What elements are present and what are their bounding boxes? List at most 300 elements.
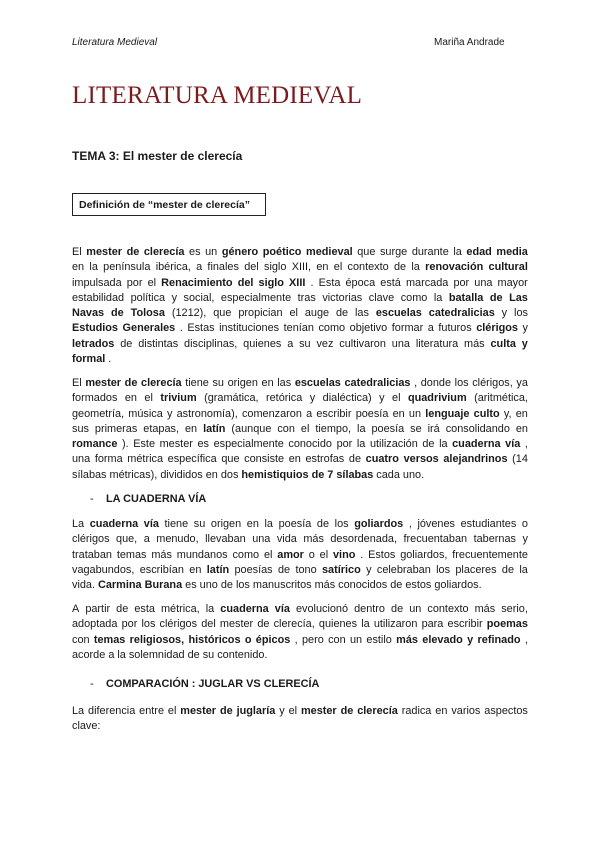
word: de	[257, 618, 270, 631]
word: cuaderna	[89, 518, 139, 530]
word: origen	[210, 518, 242, 530]
word: la	[433, 291, 443, 304]
word: tabernas	[473, 533, 516, 546]
word: estabilidad	[72, 291, 125, 304]
word: radica	[401, 705, 432, 717]
word: placeres	[455, 563, 497, 576]
word: contenido.	[217, 648, 268, 661]
word: un	[408, 407, 422, 420]
word: poesía	[355, 407, 389, 420]
word: de	[277, 563, 291, 576]
word: ,	[414, 377, 418, 389]
word: política	[130, 291, 166, 304]
word: clave	[368, 291, 395, 304]
word: a	[143, 533, 150, 546]
word: y	[309, 392, 316, 405]
word: que,	[116, 533, 138, 546]
word: siglo	[264, 261, 287, 274]
word: en	[435, 705, 448, 717]
word: más	[396, 633, 418, 646]
word: por	[126, 276, 143, 289]
paragraph-difference	[72, 704, 528, 735]
word: mester	[159, 438, 193, 451]
word: y	[522, 533, 528, 546]
text-line	[72, 452, 528, 467]
word: poesías	[234, 563, 273, 576]
word: disciplinas,	[184, 337, 238, 350]
word: Renacimiento	[161, 276, 233, 289]
word: A	[72, 603, 80, 615]
word: media	[496, 246, 528, 258]
page-title: LITERATURA MEDIEVAL	[72, 82, 363, 109]
word: origen	[227, 377, 258, 389]
word: está	[380, 276, 401, 289]
header-left: Literatura Medieval	[72, 37, 158, 48]
word: renovación	[425, 261, 484, 274]
definition-box: Definición de “mester de clerecía”	[72, 193, 266, 216]
word: y	[171, 291, 178, 304]
word: clave:	[72, 720, 101, 733]
word: un	[349, 633, 363, 646]
word: Las	[509, 291, 528, 304]
word: desordenada,	[330, 533, 397, 546]
text-line	[72, 633, 528, 648]
word: contexto	[427, 603, 469, 615]
word: (aunque	[231, 422, 272, 435]
text-line	[72, 337, 528, 352]
word: estrofas	[305, 453, 345, 466]
word: tenían	[283, 322, 314, 335]
word: Tolosa	[130, 307, 165, 320]
word: el	[288, 705, 298, 717]
word: trataban	[72, 548, 112, 561]
word: religiosos,	[129, 633, 185, 646]
word: finales	[207, 261, 239, 274]
word: es	[185, 579, 197, 592]
word: escuelas	[294, 377, 341, 389]
word: forma	[94, 453, 123, 466]
text-line	[72, 437, 528, 452]
text-line	[72, 517, 528, 532]
word: de	[489, 291, 503, 304]
section-heading-comparacion	[90, 678, 319, 690]
word: tras	[297, 291, 316, 304]
word: vida	[276, 533, 297, 546]
word: temas	[93, 633, 126, 646]
word: la	[264, 518, 273, 530]
word: goliardos.	[434, 579, 482, 592]
word: ).	[121, 438, 129, 451]
text-line	[72, 245, 528, 260]
word: tiene	[185, 377, 209, 389]
word: manuscritos	[252, 579, 312, 592]
word: durante	[411, 246, 449, 258]
word: alejandrinos	[443, 453, 508, 466]
word: género	[221, 246, 259, 258]
word: romance	[72, 438, 118, 451]
text-line	[72, 306, 528, 321]
word: que	[357, 246, 376, 258]
text-line	[72, 602, 528, 617]
word: de	[187, 648, 200, 661]
word: del	[237, 276, 254, 289]
word: batalla	[448, 291, 484, 304]
word: irá	[427, 422, 440, 435]
word: adoptada	[72, 618, 118, 631]
word: y	[166, 407, 173, 420]
word: Generales	[122, 322, 176, 335]
word: culta	[490, 337, 516, 350]
word: en	[392, 407, 405, 420]
word: victorias	[322, 291, 363, 304]
word: goliardos,	[400, 548, 448, 561]
word: en	[261, 377, 274, 389]
word: Estos	[368, 548, 396, 561]
word: comenzaron	[241, 407, 302, 420]
text-line	[72, 391, 528, 406]
word: formar	[391, 322, 424, 335]
word: la	[357, 422, 366, 435]
word: los	[436, 563, 451, 576]
word: del	[244, 261, 259, 274]
word: el	[333, 261, 343, 274]
word: esta	[134, 603, 155, 615]
word: consiste	[244, 453, 285, 466]
word: Burana	[144, 579, 183, 592]
word: la	[519, 563, 528, 576]
word: el	[319, 548, 329, 561]
word: vía	[143, 518, 159, 530]
word: .	[179, 322, 183, 335]
word: XIII	[289, 276, 306, 289]
word: de	[316, 518, 330, 530]
word: (gramática,	[204, 392, 259, 405]
word: y	[366, 563, 372, 576]
word: frecuentaban	[403, 533, 468, 546]
word: la	[361, 618, 370, 631]
word: El	[72, 377, 82, 389]
word: menudo,	[156, 533, 199, 546]
word: el	[263, 548, 273, 561]
word: y	[522, 322, 528, 335]
section-title: LA CUADERNA VÍA	[106, 493, 207, 505]
word: el	[392, 392, 401, 405]
section-dash: -	[90, 678, 94, 690]
word: o	[308, 548, 315, 561]
word: la	[205, 603, 215, 615]
word: la	[453, 246, 462, 258]
word: la	[89, 261, 98, 274]
word: latín	[206, 563, 230, 576]
word: sílabas	[72, 468, 107, 481]
word: de	[111, 307, 124, 320]
word: estos	[405, 579, 432, 592]
word: a	[287, 337, 294, 350]
text-line	[72, 407, 528, 422]
word: los	[454, 377, 469, 389]
word: consolidando	[445, 422, 510, 435]
word: de	[422, 438, 435, 451]
word: divididos	[160, 468, 203, 481]
word: una	[474, 276, 493, 289]
word: y	[379, 392, 385, 405]
word: y	[467, 633, 474, 646]
word: con	[72, 633, 90, 646]
word: etapas,	[143, 422, 179, 435]
text-line	[72, 276, 528, 291]
text-line	[72, 352, 528, 367]
word: como	[400, 291, 428, 304]
word: clérigos	[159, 618, 198, 631]
word: mester	[86, 246, 122, 258]
word: distintas	[138, 337, 179, 350]
word: vino	[332, 548, 356, 561]
word: históricos	[188, 633, 241, 646]
word: su	[193, 518, 206, 530]
word: Este	[133, 438, 156, 451]
word: de	[126, 246, 140, 258]
word: mester	[180, 705, 217, 717]
word: a	[427, 322, 434, 335]
text-line	[72, 704, 528, 719]
word: retórica	[266, 392, 303, 405]
word: clerecía,	[273, 618, 315, 631]
word: donde	[420, 377, 452, 389]
word: una	[72, 453, 91, 466]
word: Navas	[72, 307, 105, 320]
word: quienes	[318, 618, 358, 631]
word: de	[220, 579, 233, 592]
word: partir	[85, 603, 111, 615]
word: dos	[220, 468, 239, 481]
word: juglaría	[236, 705, 276, 717]
word: de	[340, 705, 354, 717]
word: mundanos	[176, 548, 228, 561]
word: las	[355, 307, 369, 320]
word: instituciones	[219, 322, 280, 335]
word: los	[514, 307, 528, 320]
word: estudiantes	[460, 518, 517, 530]
word: objetivo	[349, 322, 388, 335]
word: primeras	[94, 422, 138, 435]
word: conocido	[288, 438, 332, 451]
word: vía	[274, 603, 290, 615]
word: en	[246, 518, 259, 530]
word: por	[453, 276, 470, 289]
text-line	[72, 617, 528, 632]
word: El	[72, 246, 82, 258]
word: los	[141, 618, 156, 631]
word: jóvenes	[417, 518, 455, 530]
paragraph-definition	[72, 245, 528, 367]
word: métricas),	[109, 468, 158, 481]
text-line	[72, 422, 528, 437]
word: quienes	[243, 337, 282, 350]
word: La	[72, 518, 85, 530]
word: elevado	[422, 633, 463, 646]
word: XIII,	[291, 261, 312, 274]
word: dialéctica)	[322, 392, 372, 405]
text-line	[72, 563, 528, 578]
word: en	[205, 468, 218, 481]
text-line	[72, 578, 528, 593]
word: clerecía	[357, 705, 398, 717]
word: hemistiquios	[241, 468, 309, 481]
word: métrica	[127, 453, 163, 466]
word: Esta	[318, 276, 341, 289]
word: escuelas	[375, 307, 422, 320]
word: especialmente	[213, 438, 284, 451]
word: propician	[238, 307, 283, 320]
word: a	[108, 648, 115, 661]
text-line	[72, 321, 528, 336]
word: celebraban	[376, 563, 431, 576]
word: clérigos,	[472, 377, 513, 389]
word: lenguaje	[425, 407, 470, 420]
word: de	[501, 563, 515, 576]
word: de	[219, 705, 233, 717]
word: estilo	[366, 633, 392, 646]
word: poético	[262, 246, 302, 258]
word: (14	[512, 453, 528, 466]
word: 7	[327, 468, 334, 481]
word: literatura	[415, 337, 459, 350]
word: una	[252, 533, 271, 546]
word: vía	[505, 438, 521, 451]
word: conocidos	[338, 579, 388, 592]
word: catedralicias	[344, 377, 411, 389]
word: poesía	[371, 422, 405, 435]
word: dentro	[354, 603, 385, 615]
word: escribir	[316, 407, 352, 420]
text-line	[72, 468, 528, 483]
topic-heading: TEMA 3: El mester de clerecía	[72, 149, 243, 163]
word: .	[310, 276, 314, 289]
word: para	[421, 618, 444, 631]
word: latín	[203, 422, 226, 435]
word: clerecía	[143, 246, 185, 258]
word: las	[277, 377, 292, 389]
word: evolucionó	[295, 603, 349, 615]
word: los	[235, 579, 250, 592]
word: tono	[295, 563, 317, 576]
word: astronomía),	[176, 407, 238, 420]
word: ibérica,	[155, 261, 191, 274]
word: la	[356, 438, 366, 451]
word: que	[213, 307, 232, 320]
word: el	[289, 307, 298, 320]
word: de	[390, 579, 403, 592]
word: su	[202, 648, 215, 661]
word: solemnidad	[128, 648, 185, 661]
word: formados	[72, 392, 118, 405]
word: vida.	[72, 579, 96, 592]
word: futuros	[438, 322, 472, 335]
word: especialmente	[220, 291, 292, 304]
word: en	[189, 563, 202, 576]
word: sus	[72, 422, 89, 435]
word: utilizaron	[373, 618, 418, 631]
word: culto	[473, 407, 500, 420]
word: a	[196, 261, 203, 274]
word: edad	[466, 246, 492, 258]
word: en	[124, 392, 137, 405]
word: diferencia	[88, 705, 136, 717]
word: aspectos	[484, 705, 528, 717]
word: un	[409, 603, 422, 615]
paragraph-evolution	[72, 602, 528, 663]
word: su	[212, 377, 224, 389]
word: tiene	[164, 518, 189, 530]
word: del	[201, 618, 216, 631]
word: el	[144, 392, 153, 405]
word: Carmina	[98, 579, 142, 592]
word: una	[391, 337, 410, 350]
word: épicos	[255, 633, 291, 646]
word: el	[167, 705, 177, 717]
word: de	[124, 377, 138, 389]
word: clerecía	[141, 377, 182, 389]
section-heading-cuaderna	[90, 493, 206, 505]
word: de	[311, 468, 325, 481]
word: (1212),	[171, 307, 207, 320]
word: música	[128, 407, 163, 420]
word: surge	[379, 246, 408, 258]
word: cuaderna	[220, 603, 269, 615]
text-line	[72, 291, 528, 306]
text-line	[72, 719, 528, 734]
text-line	[72, 648, 528, 663]
word: en	[515, 422, 528, 435]
word: ,	[294, 633, 298, 646]
word: goliardos	[354, 518, 404, 530]
word: con	[328, 633, 346, 646]
word: auge	[304, 307, 330, 320]
word: ya	[516, 377, 528, 389]
word: catedralicias	[428, 307, 495, 320]
word: específica	[167, 453, 217, 466]
word: formal	[72, 353, 106, 366]
word: cuatro	[365, 453, 399, 466]
word: uno	[199, 579, 218, 592]
word: (aritmética,	[474, 392, 528, 405]
word: en	[515, 407, 528, 420]
section-title: COMPARACIÓN : JUGLAR VS CLERECÍA	[106, 678, 320, 690]
word: de	[116, 603, 129, 615]
word: amor	[277, 548, 304, 561]
paragraph-goliardos	[72, 517, 528, 593]
word: más	[151, 548, 172, 561]
word: marcada	[405, 276, 449, 289]
word: poesía	[278, 518, 312, 530]
word: en	[184, 422, 198, 435]
word: y	[279, 705, 285, 717]
word: Estas	[187, 322, 215, 335]
word: tiempo,	[315, 422, 352, 435]
word: la	[411, 261, 420, 274]
word: impulsada	[72, 276, 122, 289]
word: La	[72, 705, 85, 717]
word: se	[410, 422, 422, 435]
word: con	[277, 422, 295, 435]
word: mayor	[497, 276, 528, 289]
word: entre	[139, 705, 164, 717]
word: vagabundos,	[72, 563, 135, 576]
word: cuaderna	[452, 438, 501, 451]
word: cultural	[488, 261, 528, 274]
word: frecuentemente	[452, 548, 528, 561]
word: la	[117, 648, 126, 661]
